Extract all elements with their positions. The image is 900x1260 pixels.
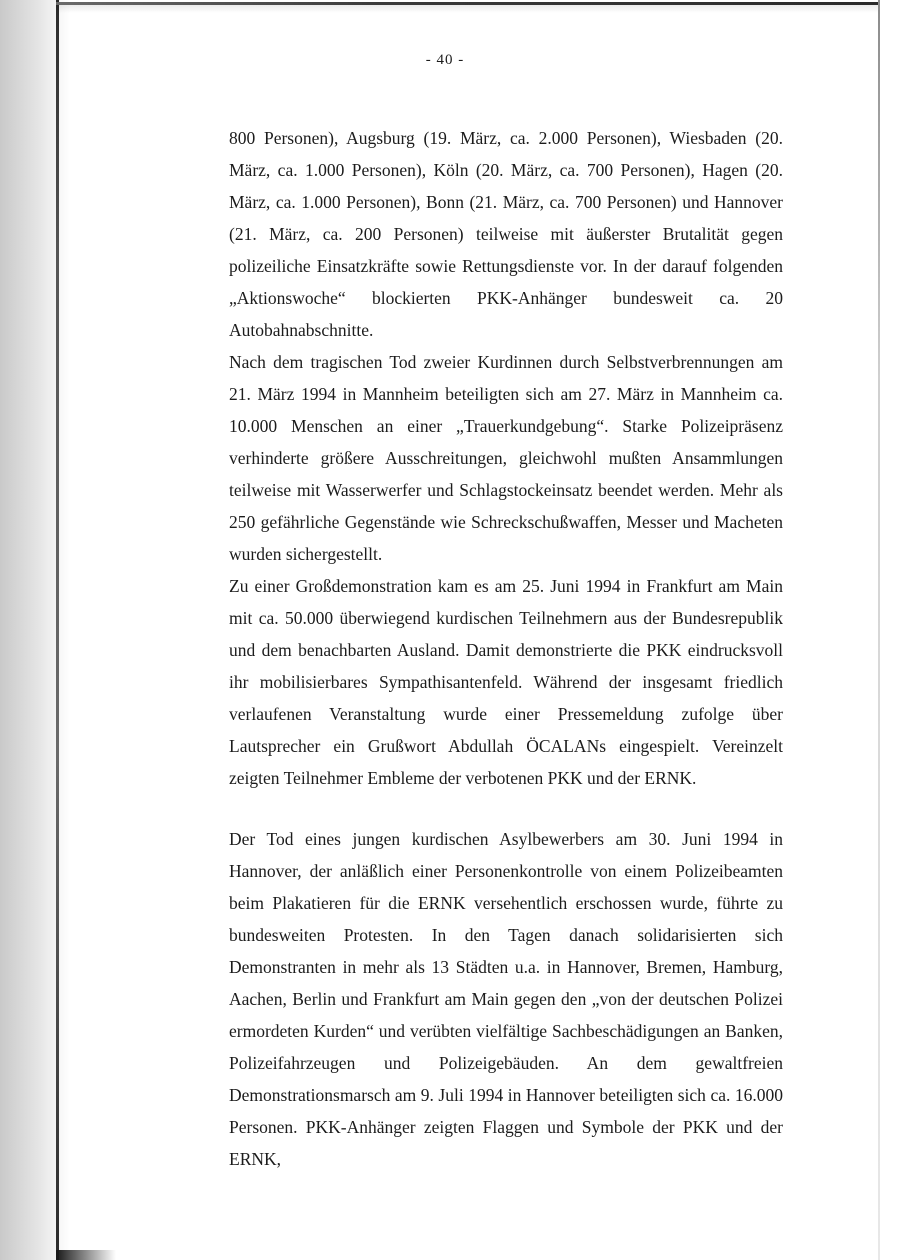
paragraph-protests-march: 800 Personen), Augsburg (19. März, ca. 2.000 Personen), Wiesbaden (20. März, ca. 1.000 Personen), Köln (20. März, ca. 700 Personen), Hagen (20. März, ca. 1.000 Personen), Bonn (21. März, ca. 700 Personen) und Hannover (21. März, ca. 200 Personen) teilweise mit äußerster Brutalität gegen polizeiliche Einsatzkräfte sowie Rettungsdienste vor. In der darauf folgenden „Aktionswoche“ blockierten PKK-Anhänger bundesweit ca. 20 Autobahnabschnitte. bbox=[229, 128, 783, 340]
scan-left-shadow bbox=[0, 0, 70, 1260]
scan-top-fade bbox=[56, 5, 878, 13]
scan-left-edge bbox=[56, 0, 59, 1260]
page-number: - 40 - bbox=[425, 52, 465, 68]
scan-bottom-corner bbox=[56, 1250, 116, 1260]
scan-right-edge bbox=[878, 0, 880, 1260]
text-section-1 bbox=[229, 122, 783, 794]
text-section-2 bbox=[229, 823, 783, 1175]
paragraph-frankfurt: Zu einer Großdemonstration kam es am 25. Juni 1994 in Frankfurt am Main mit ca. 50.000 überwiegend kurdischen Teilnehmern aus der Bundesrepublik und dem benachbarten Ausland. Damit demonstrierte die PKK eindrucksvoll ihr mobilisierbares Sympathisantenfeld. Während der insgesamt friedlich verlaufenen Veranstaltung wurde einer Pressemeldung zufolge über Lautsprecher ein Grußwort Abdullah ÖCALANs eingespielt. Vereinzelt zeigten Teilnehmer Embleme der verbotenen PKK und der ERNK. bbox=[229, 576, 783, 788]
paragraph-hannover: Der Tod eines jungen kurdischen Asylbewerbers am 30. Juni 1994 in Hannover, der anläßlich einer Personenkontrolle von einem Polizeibeamten beim Plakatieren für die ERNK versehentlich erschossen wurde, führte zu bundesweiten Protesten. In den Tagen danach solidarisierten sich Demonstranten in mehr als 13 Städten u.a. in Hannover, Bremen, Hamburg, Aachen, Berlin und Frankfurt am Main gegen den „von der deutschen Polizei ermordeten Kurden“ und verübten vielfältige Sachbeschädigungen an Banken, Polizeifahrzeugen und Polizeigebäuden. An dem gewaltfreien Demonstrationsmarsch am 9. Juli 1994 in Hannover beteiligten sich ca. 16.000 Personen. PKK-Anhänger zeigten Flaggen und Symbole der PKK und der ERNK, bbox=[229, 829, 783, 1169]
paragraph-mannheim: Nach dem tragischen Tod zweier Kurdinnen durch Selbstverbrennungen am 21. März 1994 in Mannheim beteiligten sich am 27. März in Mannheim ca. 10.000 Menschen an einer „Trauerkundgebung“. Starke Polizeipräsenz verhinderte größere Ausschreitungen, gleichwohl mußten Ansammlungen teilweise mit Wasserwerfer und Schlagstockeinsatz beendet werden. Mehr als 250 gefährliche Gegenstände wie Schreckschußwaffen, Messer und Macheten wurden sichergestellt. bbox=[229, 352, 783, 564]
